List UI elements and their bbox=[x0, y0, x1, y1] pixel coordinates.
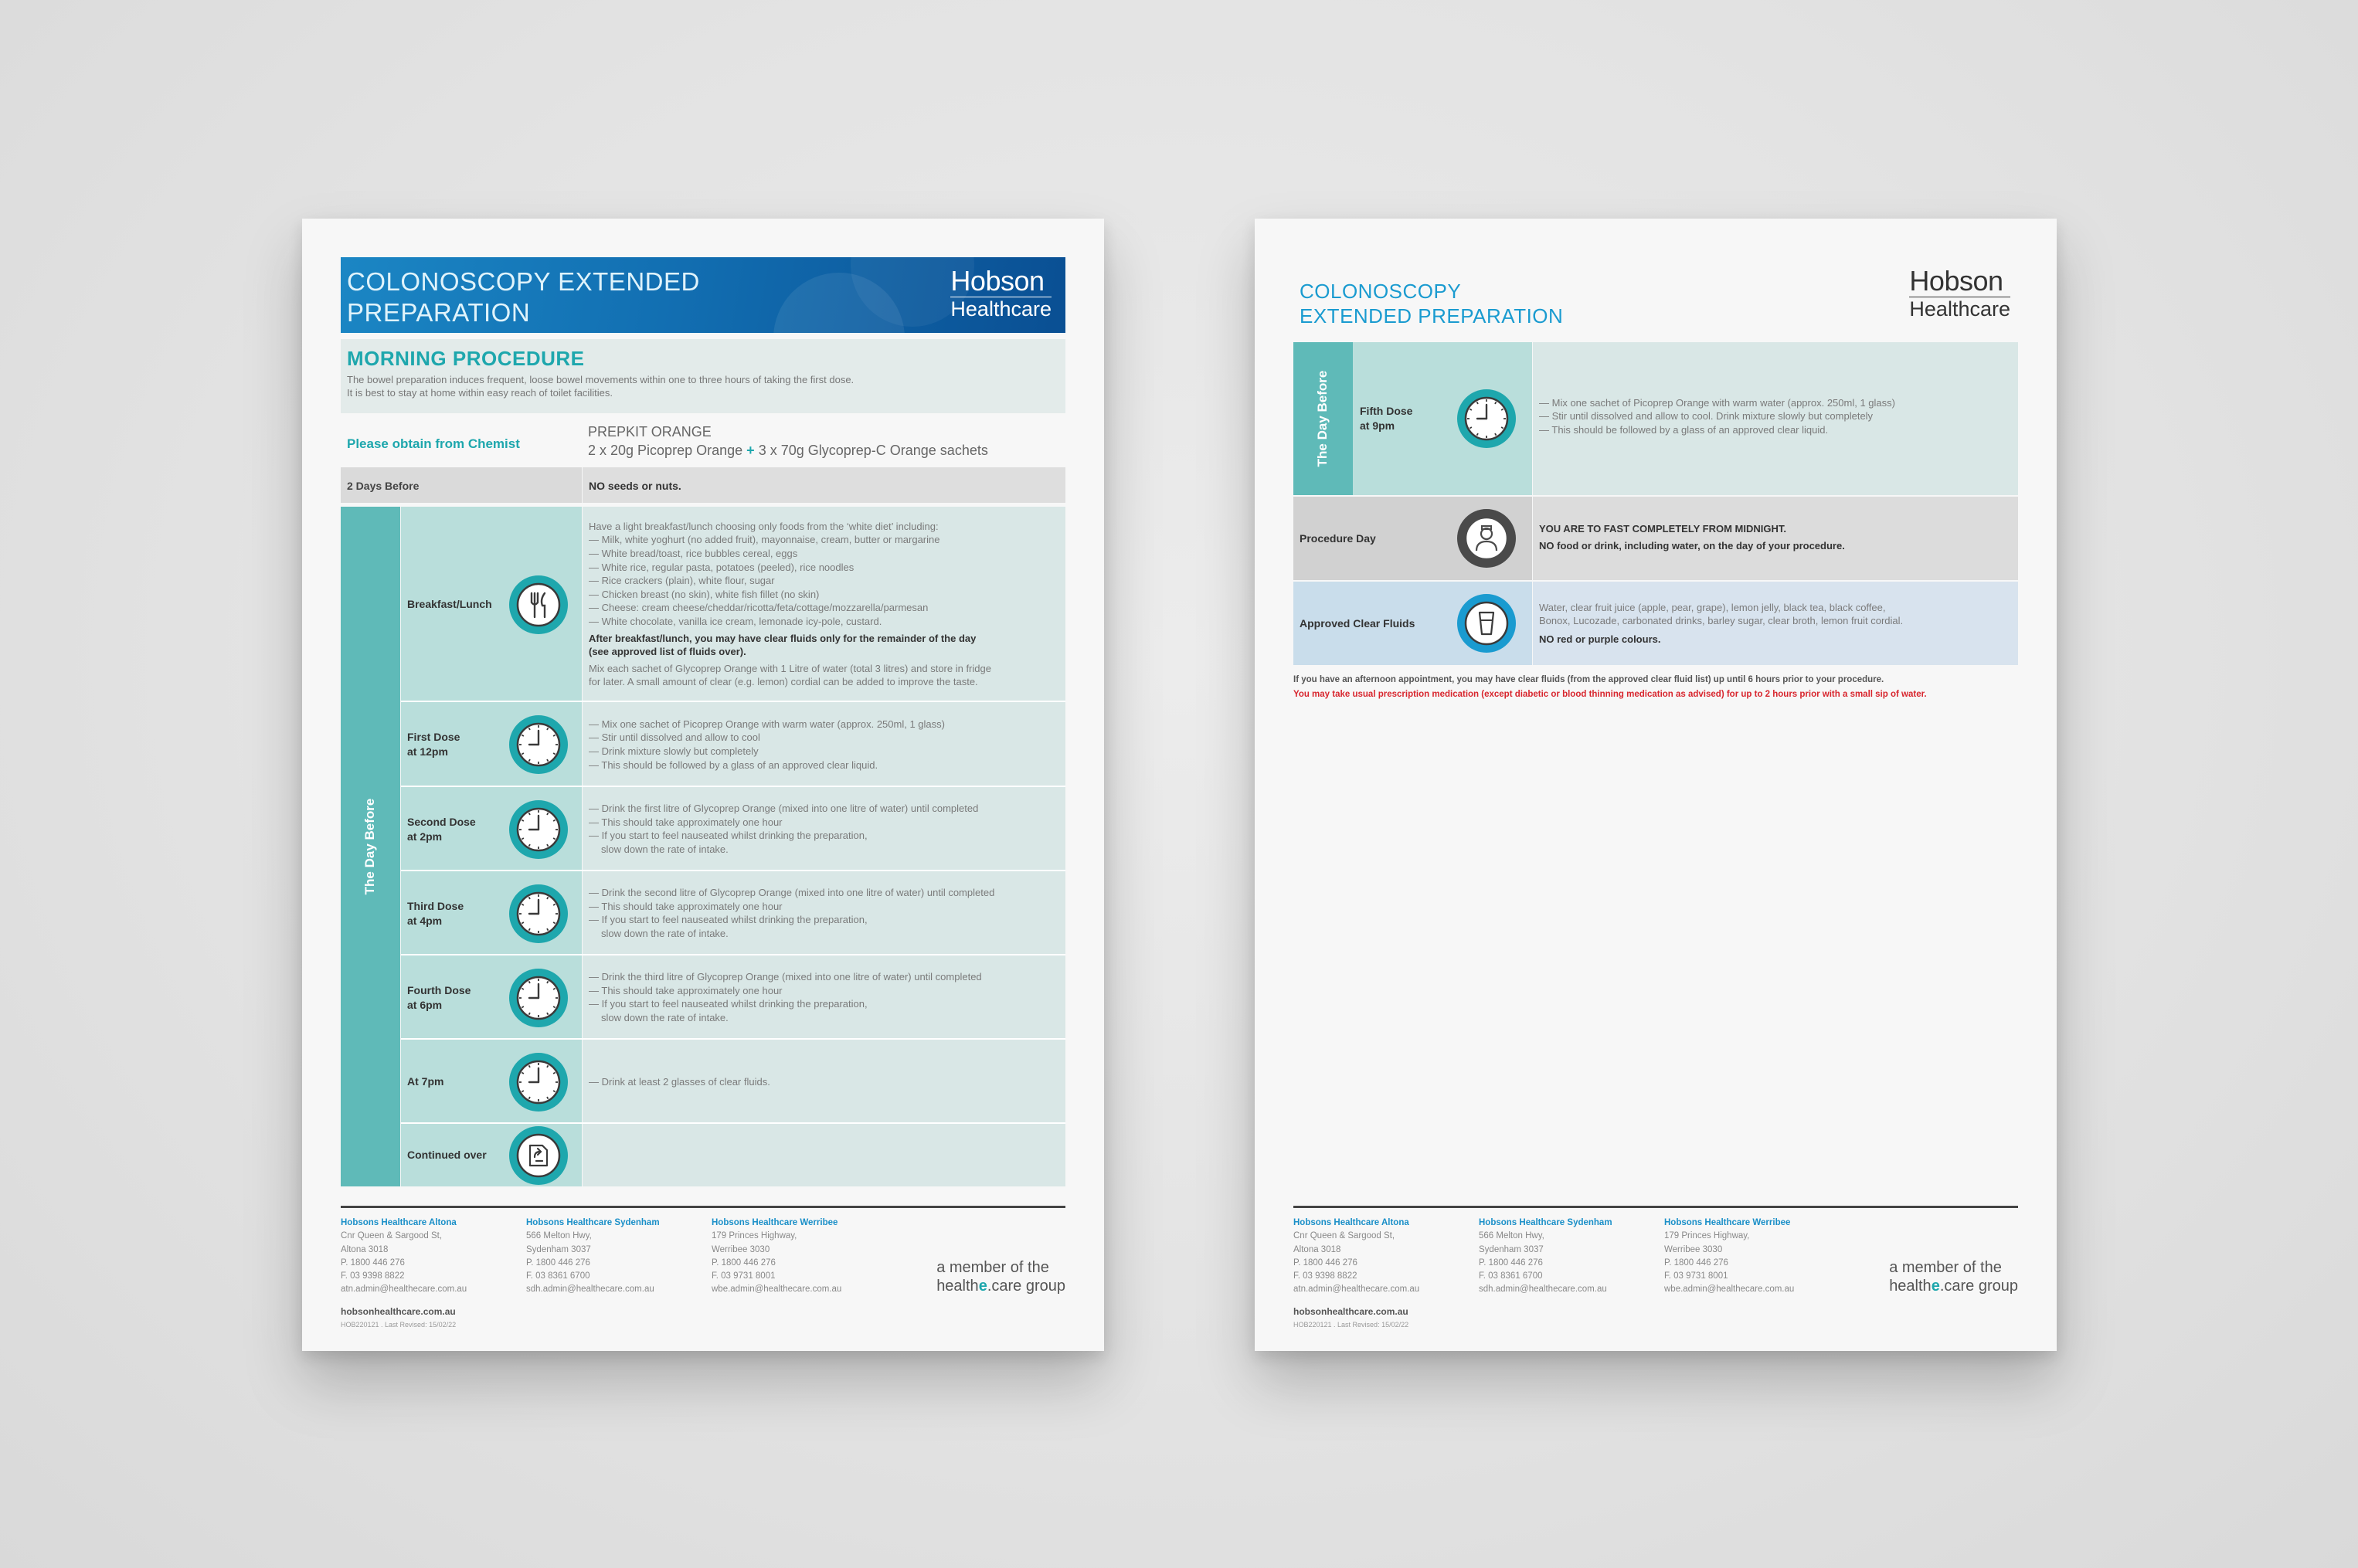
intro-text: The bowel preparation induces frequent, loose bowel movements within one to three hours of taking the first dose. It is best to stay at home within easy reach of toilet facilities. bbox=[347, 374, 855, 399]
kit-name: PREPKIT ORANGE bbox=[588, 424, 712, 440]
footer-divider bbox=[1293, 1206, 2018, 1208]
row-label: Approved Clear Fluids bbox=[1300, 616, 1415, 630]
row-instructions: — Drink the first litre of Glycoprep Orange (mixed into one litre of water) until completed — This should take approximately one hour — If you start to feel nauseated whilst drinking the preparation, slow down the rate of intake. bbox=[589, 803, 979, 856]
website: hobsonhealthcare.com.au bbox=[341, 1306, 456, 1317]
notes bbox=[1293, 673, 1927, 702]
row-label: Continued over bbox=[407, 1149, 487, 1161]
left-page bbox=[302, 219, 1104, 1351]
afternoon-note: If you have an afternoon appointment, you may have clear fluids (from the approved clear fluid list) up until 6 hours prior to your procedure. bbox=[1293, 675, 1884, 684]
document-code: HOB220121 . Last Revised: 15/02/22 bbox=[341, 1321, 457, 1329]
table-row bbox=[1293, 342, 2018, 495]
table-row bbox=[401, 507, 1065, 702]
row-instructions: Have a light breakfast/lunch choosing only foods from the ‘white diet’ including: — Milk, white yoghurt (no added fruit), mayonnaise, cream, butter or margarine — White bread/toast, rice bubbles cereal, eggs — White rice, regular pasta, potatoes (peeled), rice noodles — Rice crackers (plain), white flour, sugar — Chicken breast (no skin), white fish fillet (no skin) — Cheese: cream cheese/cheddar/ricotta/feta/cottage/mozzarella/parmesan — White chocolate, vanilla ice cream, lemonade icy-pole, custard. After breakfast/lunch, you may have clear fluids only for the remainder of the day (see approved list of fluids over). Mix each sachet of Glycoprep Orange with 1 Litre of water (total 3 litres) and store in fridge for later. A small amount of clear (e.g. lemon) cordial can be added to improve the taste. bbox=[589, 520, 991, 688]
row-instructions: Water, clear fruit juice (apple, pear, grape), lemon jelly, black tea, black coffee, Bonox, Lucozade, carbonated drinks, barley sugar, clear broth, lemon fruit cordial. NO red or purple colours. bbox=[1539, 601, 1904, 645]
nurse-icon bbox=[1456, 507, 1517, 569]
row-label: Third Dose at 4pm bbox=[407, 899, 464, 927]
table-row bbox=[401, 955, 1065, 1040]
row-instructions: YOU ARE TO FAST COMPLETELY FROM MIDNIGHT. NO food or drink, including water, on the day of your procedure. bbox=[1539, 523, 1845, 552]
clinic-contact: Hobsons Healthcare Altona Cnr Queen & Sargood St, Altona 3018 P. 1800 446 276 F. 03 9398 8822 atn.admin@healthecare.com.au bbox=[1293, 1218, 1420, 1295]
row-label: Breakfast/Lunch bbox=[407, 598, 492, 610]
procedure-day-table bbox=[1293, 342, 2018, 664]
header-banner bbox=[341, 257, 1065, 333]
day-before-label: The Day Before bbox=[362, 798, 377, 895]
medication-warning: You may take usual prescription medication (except diabetic or blood thinning medication as advised) for up to 2 hours prior with a small sip of water. bbox=[1293, 690, 1927, 699]
row-instructions: — Drink the third litre of Glycoprep Orange (mixed into one litre of water) until completed — This should take approximately one hour — If you start to feel nauseated whilst drinking the preparation, slow down the rate of intake. bbox=[589, 971, 982, 1024]
row-instructions: — Drink the second litre of Glycoprep Orange (mixed into one litre of water) until completed — This should take approximately one hour — If you start to feel nauseated whilst drinking the preparation, slow down the rate of intake. bbox=[589, 887, 995, 940]
table-row bbox=[401, 871, 1065, 955]
clock-icon bbox=[1456, 388, 1517, 450]
clock-icon bbox=[508, 799, 569, 860]
day-before-label: The Day Before bbox=[1315, 370, 1330, 467]
two-days-label: 2 Days Before bbox=[347, 480, 420, 492]
table-row bbox=[401, 702, 1065, 787]
right-page bbox=[1255, 219, 2057, 1351]
healthecare-group-logo: a member of the healthe.care group bbox=[1889, 1259, 2018, 1295]
row-instructions: — Mix one sachet of Picoprep Orange with warm water (approx. 250ml, 1 glass) — Stir until dissolved and allow to cool — Drink mixture slowly but completely — This should be followed by a glass of an approved clear liquid. bbox=[589, 718, 945, 771]
table-row bbox=[401, 787, 1065, 871]
hobson-healthcare-logo: Hobson Healthcare bbox=[1909, 265, 2010, 321]
cutlery-icon bbox=[508, 574, 569, 636]
document-code: HOB220121 . Last Revised: 15/02/22 bbox=[1293, 1321, 1409, 1329]
footer-divider bbox=[341, 1206, 1065, 1208]
clock-icon bbox=[508, 967, 569, 1029]
row-label: Fifth Dose at 9pm bbox=[1360, 405, 1413, 432]
day-before-table bbox=[341, 507, 1065, 1186]
clock-icon bbox=[508, 714, 569, 776]
chemist-section bbox=[341, 421, 1065, 456]
day-before-strip bbox=[1293, 342, 1353, 495]
clinic-contact: Hobsons Healthcare Sydenham 566 Melton Hwy, Sydenham 3037 P. 1800 446 276 F. 03 8361 6700 sdh.admin@healthecare.com.au bbox=[1479, 1218, 1612, 1295]
document-title: COLONOSCOPY EXTENDED PREPARATION bbox=[347, 267, 700, 327]
kit-items: 2 x 20g Picoprep Orange + 3 x 70g Glycoprep-C Orange sachets bbox=[588, 443, 988, 458]
two-days-before-row bbox=[341, 467, 1065, 503]
healthecare-group-logo: a member of the healthe.care group bbox=[936, 1259, 1065, 1295]
section-title: MORNING PROCEDURE bbox=[347, 347, 585, 370]
day-before-strip bbox=[341, 507, 400, 1186]
glass-icon bbox=[1456, 592, 1517, 654]
clock-icon bbox=[508, 883, 569, 945]
row-instructions: — Drink at least 2 glasses of clear fluids. bbox=[589, 1075, 770, 1088]
morning-procedure-section bbox=[341, 339, 1065, 413]
clinic-contact: Hobsons Healthcare Werribee 179 Princes Highway, Werribee 3030 P. 1800 446 276 F. 03 9731 8001 wbe.admin@healthecare.com.au bbox=[1664, 1218, 1795, 1295]
hobson-healthcare-logo: Hobson Healthcare bbox=[950, 265, 1052, 321]
row-instructions: — Mix one sachet of Picoprep Orange with warm water (approx. 250ml, 1 glass) — Stir until dissolved and allow to cool. Drink mixture slowly but completely — This should be followed by a glass of an approved clear liquid. bbox=[1539, 396, 1895, 436]
row-label: Second Dose at 2pm bbox=[407, 815, 476, 843]
table-row bbox=[401, 1040, 1065, 1124]
clinic-contact: Hobsons Healthcare Sydenham 566 Melton Hwy, Sydenham 3037 P. 1800 446 276 F. 03 8361 6700 sdh.admin@healthecare.com.au bbox=[526, 1218, 660, 1295]
row-label: First Dose at 12pm bbox=[407, 731, 460, 758]
website: hobsonhealthcare.com.au bbox=[1293, 1306, 1408, 1317]
chemist-label: Please obtain from Chemist bbox=[347, 436, 520, 451]
row-label: Fourth Dose at 6pm bbox=[407, 983, 471, 1011]
clock-icon bbox=[508, 1051, 569, 1113]
table-row bbox=[1293, 582, 2018, 665]
row-label: Procedure Day bbox=[1300, 531, 1376, 545]
page-turn-icon bbox=[508, 1125, 569, 1186]
table-row bbox=[1293, 497, 2018, 580]
document-title: COLONOSCOPY EXTENDED PREPARATION bbox=[1300, 280, 1564, 328]
two-days-value: NO seeds or nuts. bbox=[589, 480, 681, 492]
clinic-contact: Hobsons Healthcare Werribee 179 Princes Highway, Werribee 3030 P. 1800 446 276 F. 03 9731 8001 wbe.admin@healthecare.com.au bbox=[712, 1218, 842, 1295]
table-row bbox=[401, 1124, 1065, 1186]
clinic-contact: Hobsons Healthcare Altona Cnr Queen & Sargood St, Altona 3018 P. 1800 446 276 F. 03 9398 8822 atn.admin@healthecare.com.au bbox=[341, 1218, 467, 1295]
row-label: At 7pm bbox=[407, 1075, 444, 1088]
